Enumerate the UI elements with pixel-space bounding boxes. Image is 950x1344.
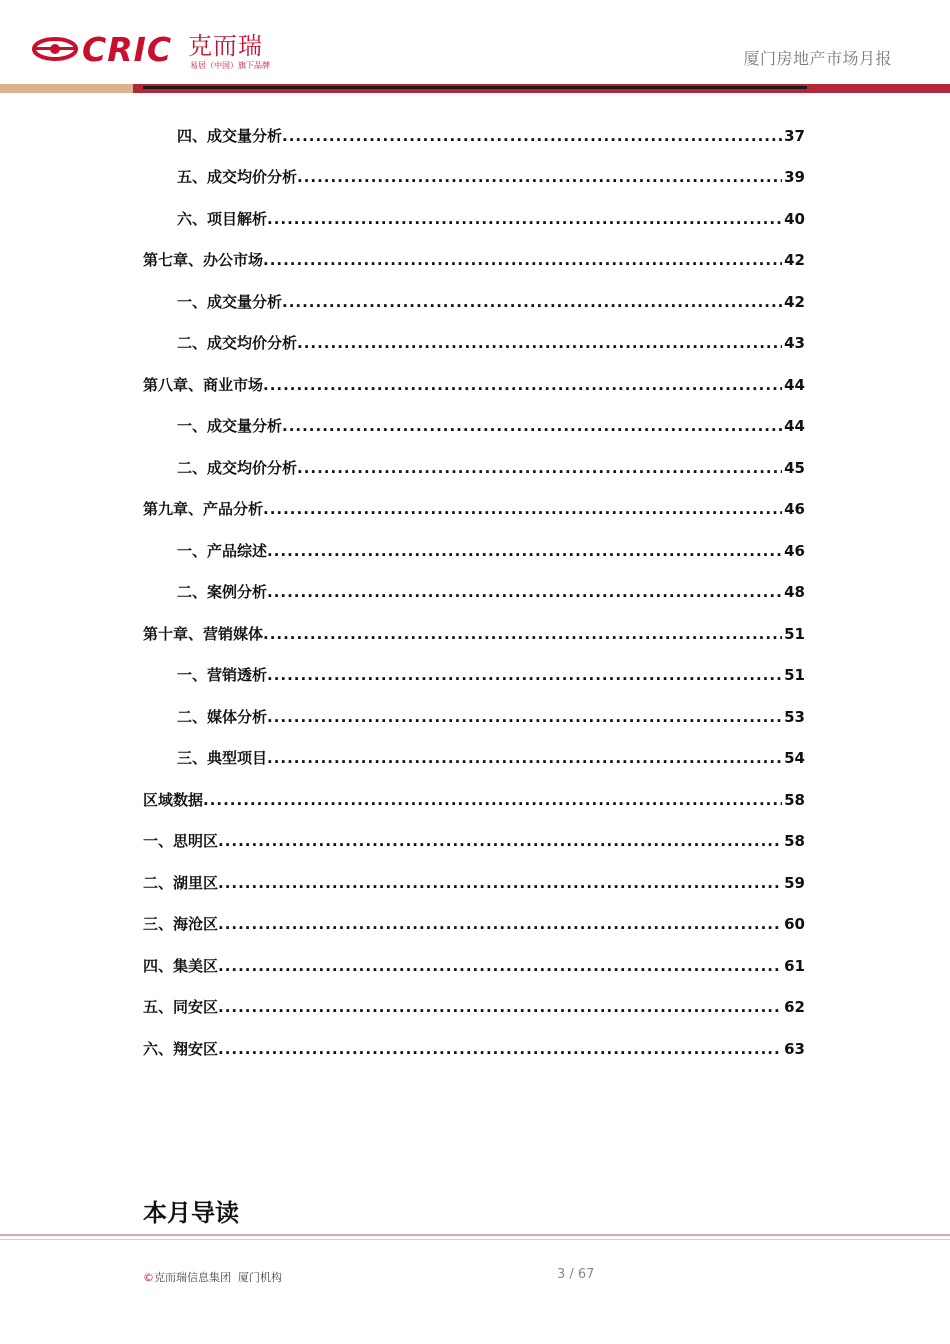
- toc-entry-label: 四、集美区: [143, 956, 219, 975]
- toc-entry[interactable]: [143, 530, 805, 572]
- toc-entry-label: 一、成交量分析: [177, 292, 283, 311]
- toc-dot-leader: [297, 333, 782, 353]
- toc-dot-leader: [263, 375, 782, 395]
- toc-entry-label: 六、项目解析: [177, 209, 268, 228]
- toc-entry-label: 四、成交量分析: [177, 126, 283, 145]
- toc-entry-page: 44: [784, 375, 805, 394]
- toc-dot-leader: [263, 499, 782, 519]
- toc-entry[interactable]: [143, 613, 805, 655]
- toc-entry[interactable]: [143, 862, 805, 904]
- toc-entry-page: 63: [784, 1039, 805, 1058]
- toc-entry-page: 37: [784, 126, 805, 145]
- toc-entry-label: 第十章、营销媒体: [143, 624, 264, 643]
- logo-chinese-name: 克而瑞: [188, 32, 263, 60]
- toc-entry[interactable]: [143, 406, 805, 448]
- toc-entry-page: 42: [784, 292, 805, 311]
- toc-entry-label: 二、媒体分析: [177, 707, 268, 726]
- toc-entry-label: 三、海沧区: [143, 915, 219, 934]
- toc-entry-label: 二、湖里区: [143, 873, 219, 892]
- toc-entry-page: 53: [784, 707, 805, 726]
- toc-entry-page: 51: [784, 666, 805, 685]
- toc-entry-label: 二、成交均价分析: [177, 334, 298, 353]
- toc-entry-label: 一、营销透析: [177, 666, 268, 685]
- logo-tagline: 易居（中国）旗下品牌: [190, 61, 270, 70]
- toc-entry-page: 42: [784, 251, 805, 270]
- toc-entry-label: 一、成交量分析: [177, 417, 283, 436]
- toc-entry-page: 62: [784, 998, 805, 1017]
- toc-dot-leader: [267, 707, 782, 727]
- toc-entry[interactable]: [143, 198, 805, 240]
- toc-entry[interactable]: [143, 779, 805, 821]
- footer-branch: 厦门机构: [238, 1271, 282, 1284]
- toc-entry[interactable]: [143, 987, 805, 1029]
- toc-entry[interactable]: [143, 240, 805, 282]
- toc-entry-label: 第七章、办公市场: [143, 251, 264, 270]
- toc-entry-label: 一、产品综述: [177, 541, 268, 560]
- toc-entry-page: 45: [784, 458, 805, 477]
- toc-entry-label: 区域数据: [143, 790, 204, 809]
- toc-entry[interactable]: [143, 157, 805, 199]
- toc-entry-page: 40: [784, 209, 805, 228]
- toc-entry-label: 二、案例分析: [177, 583, 268, 602]
- toc-dot-leader: [267, 541, 782, 561]
- toc-dot-leader: [282, 126, 782, 146]
- toc-entry[interactable]: [143, 696, 805, 738]
- section-title: 本月导读: [143, 1199, 239, 1227]
- toc-dot-leader: [267, 748, 782, 768]
- toc-entry-label: 六、翔安区: [143, 1039, 219, 1058]
- logo-wordmark: CRIC: [82, 30, 173, 69]
- toc-entry-page: 39: [784, 168, 805, 187]
- toc-entry-page: 46: [784, 500, 805, 519]
- toc-dot-leader: [267, 665, 782, 685]
- footer-divider-thin: [0, 1239, 950, 1240]
- toc-entry-label: 第九章、产品分析: [143, 500, 264, 519]
- toc-entry[interactable]: [143, 489, 805, 531]
- toc-dot-leader: [282, 292, 782, 312]
- toc-entry[interactable]: [143, 572, 805, 614]
- toc-entry-page: 60: [784, 915, 805, 934]
- toc-dot-leader: [203, 790, 782, 810]
- toc-dot-leader: [218, 831, 782, 851]
- toc-entry-label: 一、思明区: [143, 832, 219, 851]
- toc-entry-page: 51: [784, 624, 805, 643]
- toc-dot-leader: [218, 956, 782, 976]
- toc-entry-page: 61: [784, 956, 805, 975]
- toc-entry[interactable]: [143, 1028, 805, 1070]
- toc-entry-page: 44: [784, 417, 805, 436]
- copyright-symbol: ©: [143, 1271, 154, 1284]
- toc-entry-label: 第八章、商业市场: [143, 375, 264, 394]
- header-bar-tan: [0, 84, 133, 93]
- page-header: [0, 0, 950, 95]
- toc-entry[interactable]: [143, 364, 805, 406]
- toc-entry-label: 三、典型项目: [177, 749, 268, 768]
- toc-entry-page: 48: [784, 583, 805, 602]
- toc-dot-leader: [263, 250, 782, 270]
- footer-divider: [0, 1234, 950, 1236]
- footer-org-name: 克而瑞信息集团: [154, 1271, 231, 1284]
- toc-entry-label: 二、成交均价分析: [177, 458, 298, 477]
- toc-entry[interactable]: [143, 655, 805, 697]
- page-number: 3 / 67: [557, 1267, 595, 1282]
- toc-entry[interactable]: [143, 115, 805, 157]
- toc-dot-leader: [218, 1039, 782, 1059]
- toc-dot-leader: [297, 167, 782, 187]
- toc-entry-page: 54: [784, 749, 805, 768]
- toc-dot-leader: [218, 997, 782, 1017]
- toc-dot-leader: [267, 582, 782, 602]
- eye-icon: [32, 36, 78, 62]
- toc-dot-leader: [263, 624, 782, 644]
- toc-entry-label: 五、成交均价分析: [177, 168, 298, 187]
- toc-entry-label: 五、同安区: [143, 998, 219, 1017]
- toc-entry-page: 59: [784, 873, 805, 892]
- toc-entry[interactable]: [143, 821, 805, 863]
- table-of-contents: [143, 115, 805, 1070]
- toc-entry-page: 43: [784, 334, 805, 353]
- toc-entry[interactable]: [143, 323, 805, 365]
- cric-logo: [32, 30, 272, 76]
- toc-entry-page: 58: [784, 832, 805, 851]
- toc-dot-leader: [282, 416, 782, 436]
- toc-dot-leader: [267, 209, 782, 229]
- toc-entry[interactable]: [143, 738, 805, 780]
- header-divider: [143, 86, 807, 89]
- toc-entry-page: 58: [784, 790, 805, 809]
- toc-entry[interactable]: [143, 904, 805, 946]
- toc-entry-page: 46: [784, 541, 805, 560]
- toc-entry[interactable]: [143, 447, 805, 489]
- toc-entry[interactable]: [143, 281, 805, 323]
- toc-dot-leader: [218, 914, 782, 934]
- toc-dot-leader: [218, 873, 782, 893]
- toc-dot-leader: [297, 458, 782, 478]
- toc-entry[interactable]: [143, 945, 805, 987]
- footer-organization: [143, 1269, 282, 1285]
- report-title: 厦门房地产市场月报: [743, 49, 892, 68]
